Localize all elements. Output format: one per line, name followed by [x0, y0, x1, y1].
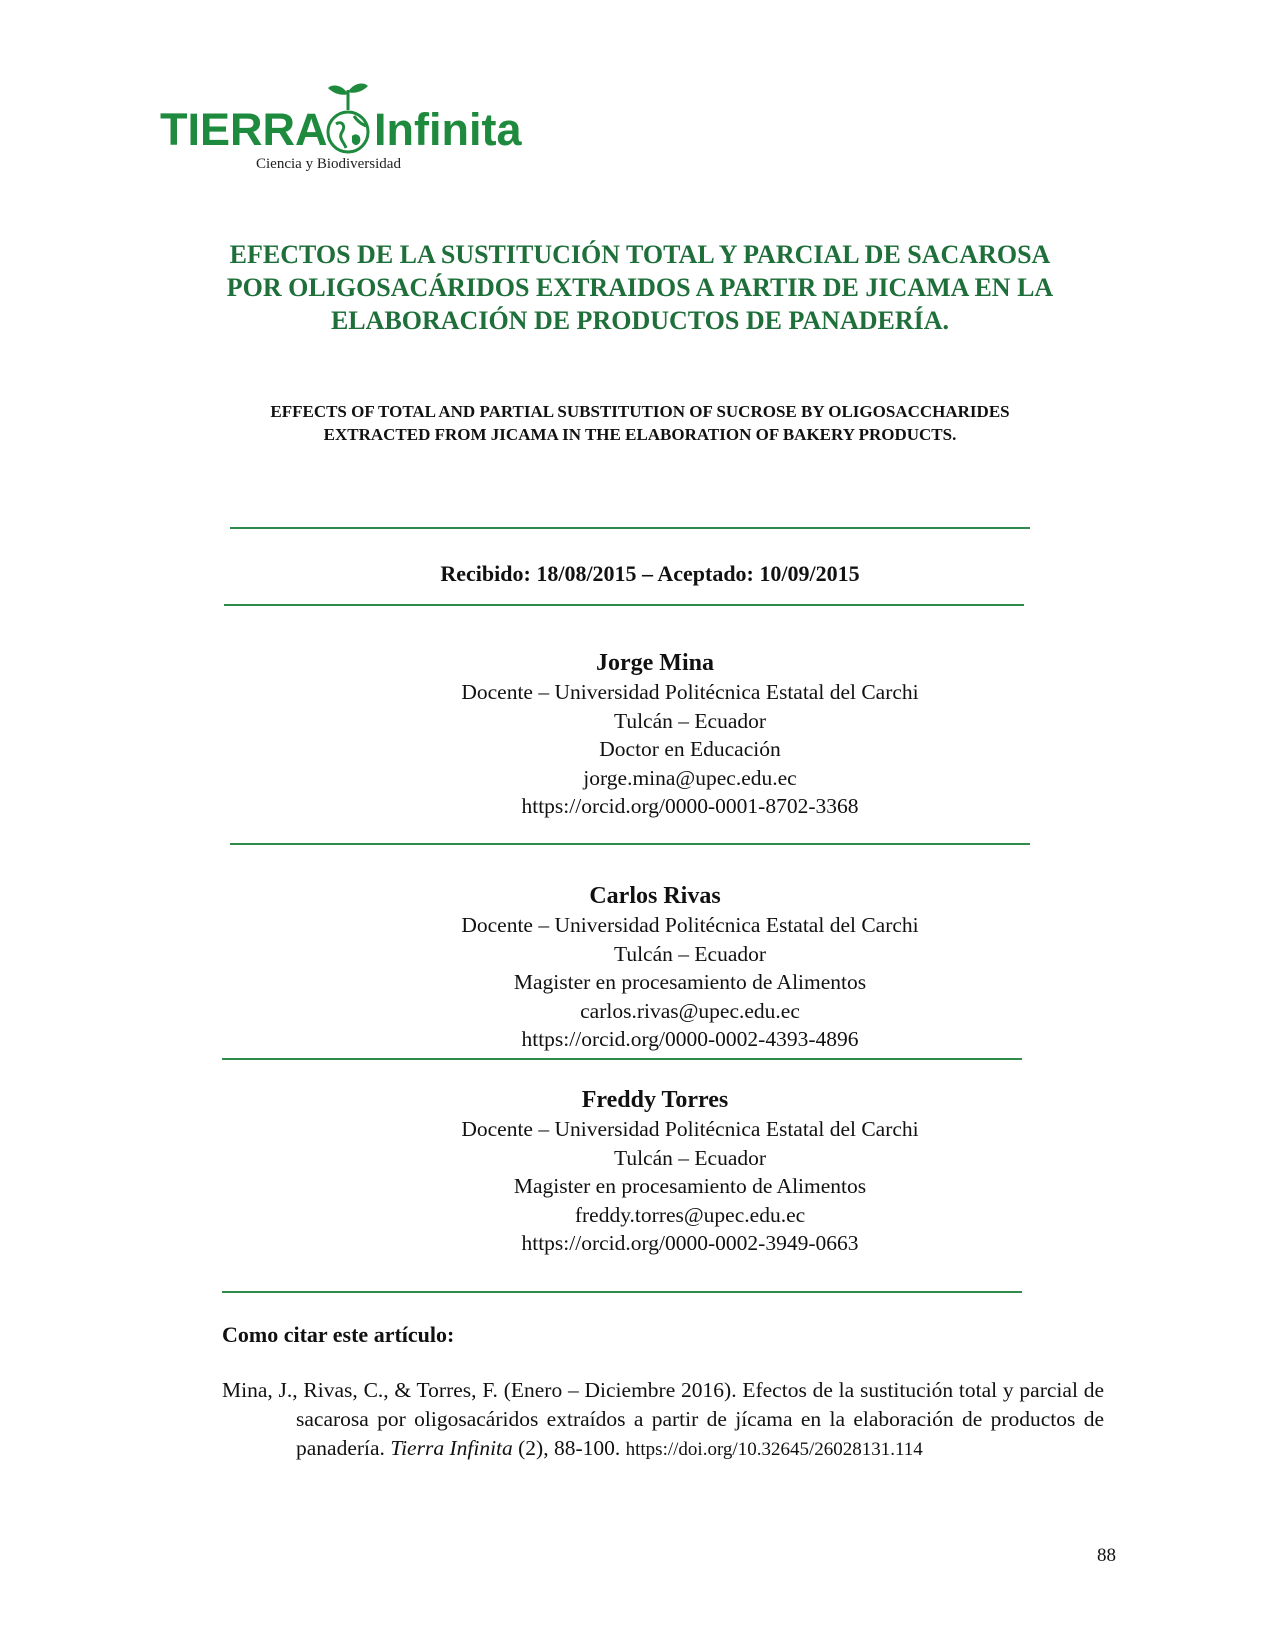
author-block — [340, 1085, 1040, 1258]
logo-tagline: Ciencia y Biodiversidad — [256, 156, 401, 172]
divider — [224, 604, 1024, 606]
globe-sprout-icon — [324, 80, 372, 158]
author-degree: Magister en procesamiento de Alimentos — [513, 1174, 867, 1198]
author-position: Docente – Universidad Politécnica Estatal del Carchi — [461, 913, 919, 937]
title-english: EFFECTS OF TOTAL AND PARTIAL SUBSTITUTION OF SUCROSE BY OLIGOSACCHARIDES EXTRACTED FROM JICAMA IN THE ELABORATION OF BAKERY PRODUCTS. — [270, 402, 1010, 444]
author-block — [340, 648, 1040, 821]
author-name: Freddy Torres — [581, 1087, 729, 1113]
author-orcid[interactable]: https://orcid.org/0000-0001-8702-3368 — [521, 794, 859, 818]
journal-logo — [160, 80, 540, 180]
divider — [222, 1058, 1022, 1060]
citation-body: Mina, J., Rivas, C., & Torres, F. (Enero – Diciembre 2016). Efectos de la sustitución total y parcial de sacarosa por oligosacáridos extraídos a partir de jícama en la elaboración de productos de panadería. — [222, 1378, 1104, 1460]
divider — [222, 1291, 1022, 1293]
author-position: Docente – Universidad Politécnica Estatal del Carchi — [461, 680, 919, 704]
divider — [230, 527, 1030, 529]
author-orcid[interactable]: https://orcid.org/0000-0002-3949-0663 — [521, 1231, 859, 1255]
author-orcid[interactable]: https://orcid.org/0000-0002-4393-4896 — [521, 1027, 859, 1051]
author-email[interactable]: freddy.torres@upec.edu.ec — [574, 1202, 806, 1227]
logo-word-infinita: Infinita — [374, 104, 522, 155]
received-accepted-dates: Recibido: 18/08/2015 – Aceptado: 10/09/2015 — [440, 561, 860, 586]
divider — [230, 843, 1030, 845]
author-location: Tulcán – Ecuador — [613, 1145, 767, 1170]
author-email[interactable]: carlos.rivas@upec.edu.ec — [580, 998, 800, 1023]
citation-heading: Como citar este artículo: — [222, 1322, 455, 1347]
citation-journal: Tierra Infinita — [390, 1436, 513, 1460]
author-degree: Magister en procesamiento de Alimentos — [513, 970, 867, 994]
author-block — [340, 881, 1040, 1054]
author-name: Jorge Mina — [596, 650, 714, 676]
author-location: Tulcán – Ecuador — [613, 941, 767, 966]
author-position: Docente – Universidad Politécnica Estatal del Carchi — [461, 1117, 919, 1141]
citation-doi-link[interactable]: https://doi.org/10.32645/26028131.114 — [625, 1439, 923, 1460]
page-number: 88 — [1097, 1545, 1116, 1566]
author-degree: Doctor en Educación — [599, 737, 781, 761]
logo-word-tierra: TIERRA — [160, 104, 328, 155]
citation-issue-pages: (2), 88-100. — [512, 1436, 626, 1460]
title-spanish: EFECTOS DE LA SUSTITUCIÓN TOTAL Y PARCIAL DE SACAROSA POR OLIGOSACÁRIDOS EXTRAIDOS A PARTIR DE JICAMA EN LA ELABORACIÓN DE PRODUCTOS DE PANADERÍA. — [226, 240, 1054, 335]
citation-text — [222, 1376, 1104, 1464]
author-name: Carlos Rivas — [589, 883, 721, 909]
author-email[interactable]: jorge.mina@upec.edu.ec — [583, 765, 797, 790]
author-location: Tulcán – Ecuador — [613, 708, 767, 733]
